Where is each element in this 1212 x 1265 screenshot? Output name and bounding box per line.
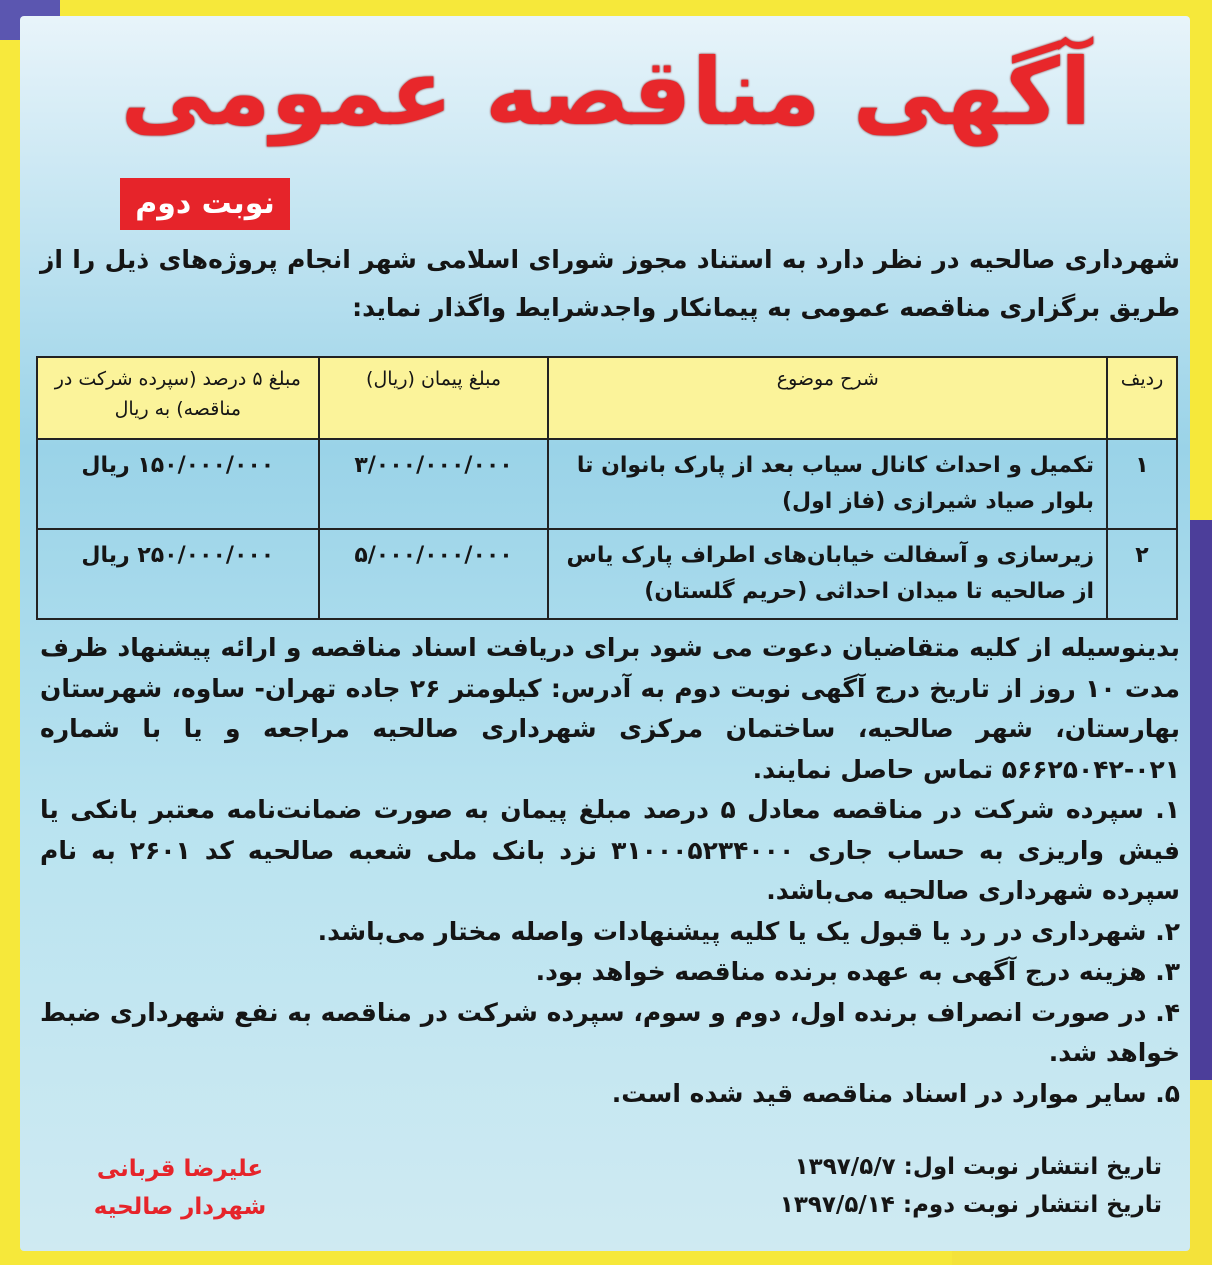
notice-body <box>40 628 1180 1114</box>
table-header-row <box>37 357 1177 439</box>
table-row <box>37 439 1177 529</box>
intro-paragraph: شهرداری صالحیه در نظر دارد به استناد مجوز شورای اسلامی شهر انجام پروژه‌های ذیل را از طریق برگزاری مناقصه عمومی به پیمانکار واجدشرایط واگذار نماید: <box>40 245 1180 322</box>
row-subject: تکمیل و احداث کانال سیاب بعد از پارک بانوان تا بلوار صیاد شیرازی (فاز اول) <box>548 439 1107 529</box>
condition-item: ۵. سایر موارد در اسناد مناقصه قید شده است. <box>611 1078 1180 1108</box>
row-subject: زیرسازی و آسفالت خیابان‌های اطراف پارک یاس از صالحیه تا میدان احداثی (حریم گلستان) <box>548 529 1107 619</box>
row-number: ۲ <box>1107 529 1177 619</box>
row-contract-amount: ۳/۰۰۰/۰۰۰/۰۰۰ <box>319 439 549 529</box>
condition-item: ۴. در صورت انصراف برنده اول، دوم و سوم، سپرده شرکت در مناقصه به نفع شهرداری ضبط خواهد شد. <box>40 997 1180 1067</box>
row-contract-amount: ۵/۰۰۰/۰۰۰/۰۰۰ <box>319 529 549 619</box>
header-deposit: مبلغ ۵ درصد (سپرده شرکت در مناقصه) به ریال <box>37 357 319 439</box>
invitation-paragraph: بدینوسیله از کلیه متقاضیان دعوت می شود برای دریافت اسناد مناقصه و ارائه پیشنهاد ظرف مدت ۱۰ روز از تاریخ درج آگهی نوبت دوم به آدرس: کیلومتر ۲۶ جاده تهران- ساوه، شهرستان بهارستان، شهر صالحیه، ساختمان مرکزی شهرداری صالحیه مراجعه و یا با شماره ۰۲۱-۵۶۶۲۵۰۴۲ تماس حاصل نمایند. <box>40 633 1180 784</box>
condition-item: ۳. هزینه درج آگهی به عهده برنده مناقصه خواهد بود. <box>535 957 1180 986</box>
row-deposit: ۲۵۰/۰۰۰/۰۰۰ ریال <box>37 529 319 619</box>
signatory-role: شهردار صالحیه <box>93 1194 267 1220</box>
condition-item: ۱. سپرده شرکت در مناقصه معادل ۵ درصد مبلغ پیمان به صورت ضمانت‌نامه معتبر بانکی یا فیش واریزی به حساب جاری ۳۱۰۰۰۵۲۳۴۰۰۰ نزد بانک ملی شعبه صالحیه کد ۲۶۰۱ به نام سپرده شهرداری صالحیه می‌باشد. <box>40 795 1181 905</box>
header-row-number: ردیف <box>1107 357 1177 439</box>
projects-table <box>36 356 1178 620</box>
notice-title: آگهی مناقصه عمومی <box>120 39 1092 146</box>
header-subject: شرح موضوع <box>548 357 1107 439</box>
table-row <box>37 529 1177 619</box>
header-contract-amount: مبلغ پیمان (ریال) <box>319 357 549 439</box>
row-number: ۱ <box>1107 439 1177 529</box>
first-publication-date: تاریخ انتشار نوبت اول: ۱۳۹۷/۵/۷ <box>794 1154 1162 1180</box>
second-publication-date: تاریخ انتشار نوبت دوم: ۱۳۹۷/۵/۱۴ <box>779 1192 1162 1218</box>
signatory-name: علیرضا قربانی <box>96 1156 264 1182</box>
row-deposit: ۱۵۰/۰۰۰/۰۰۰ ریال <box>37 439 319 529</box>
round-badge: نوبت دوم <box>120 178 290 230</box>
signature-block <box>50 1150 310 1226</box>
condition-item: ۲. شهرداری در رد یا قبول یک یا کلیه پیشنهادات واصله مختار می‌باشد. <box>317 916 1180 946</box>
publication-dates <box>642 1148 1162 1224</box>
